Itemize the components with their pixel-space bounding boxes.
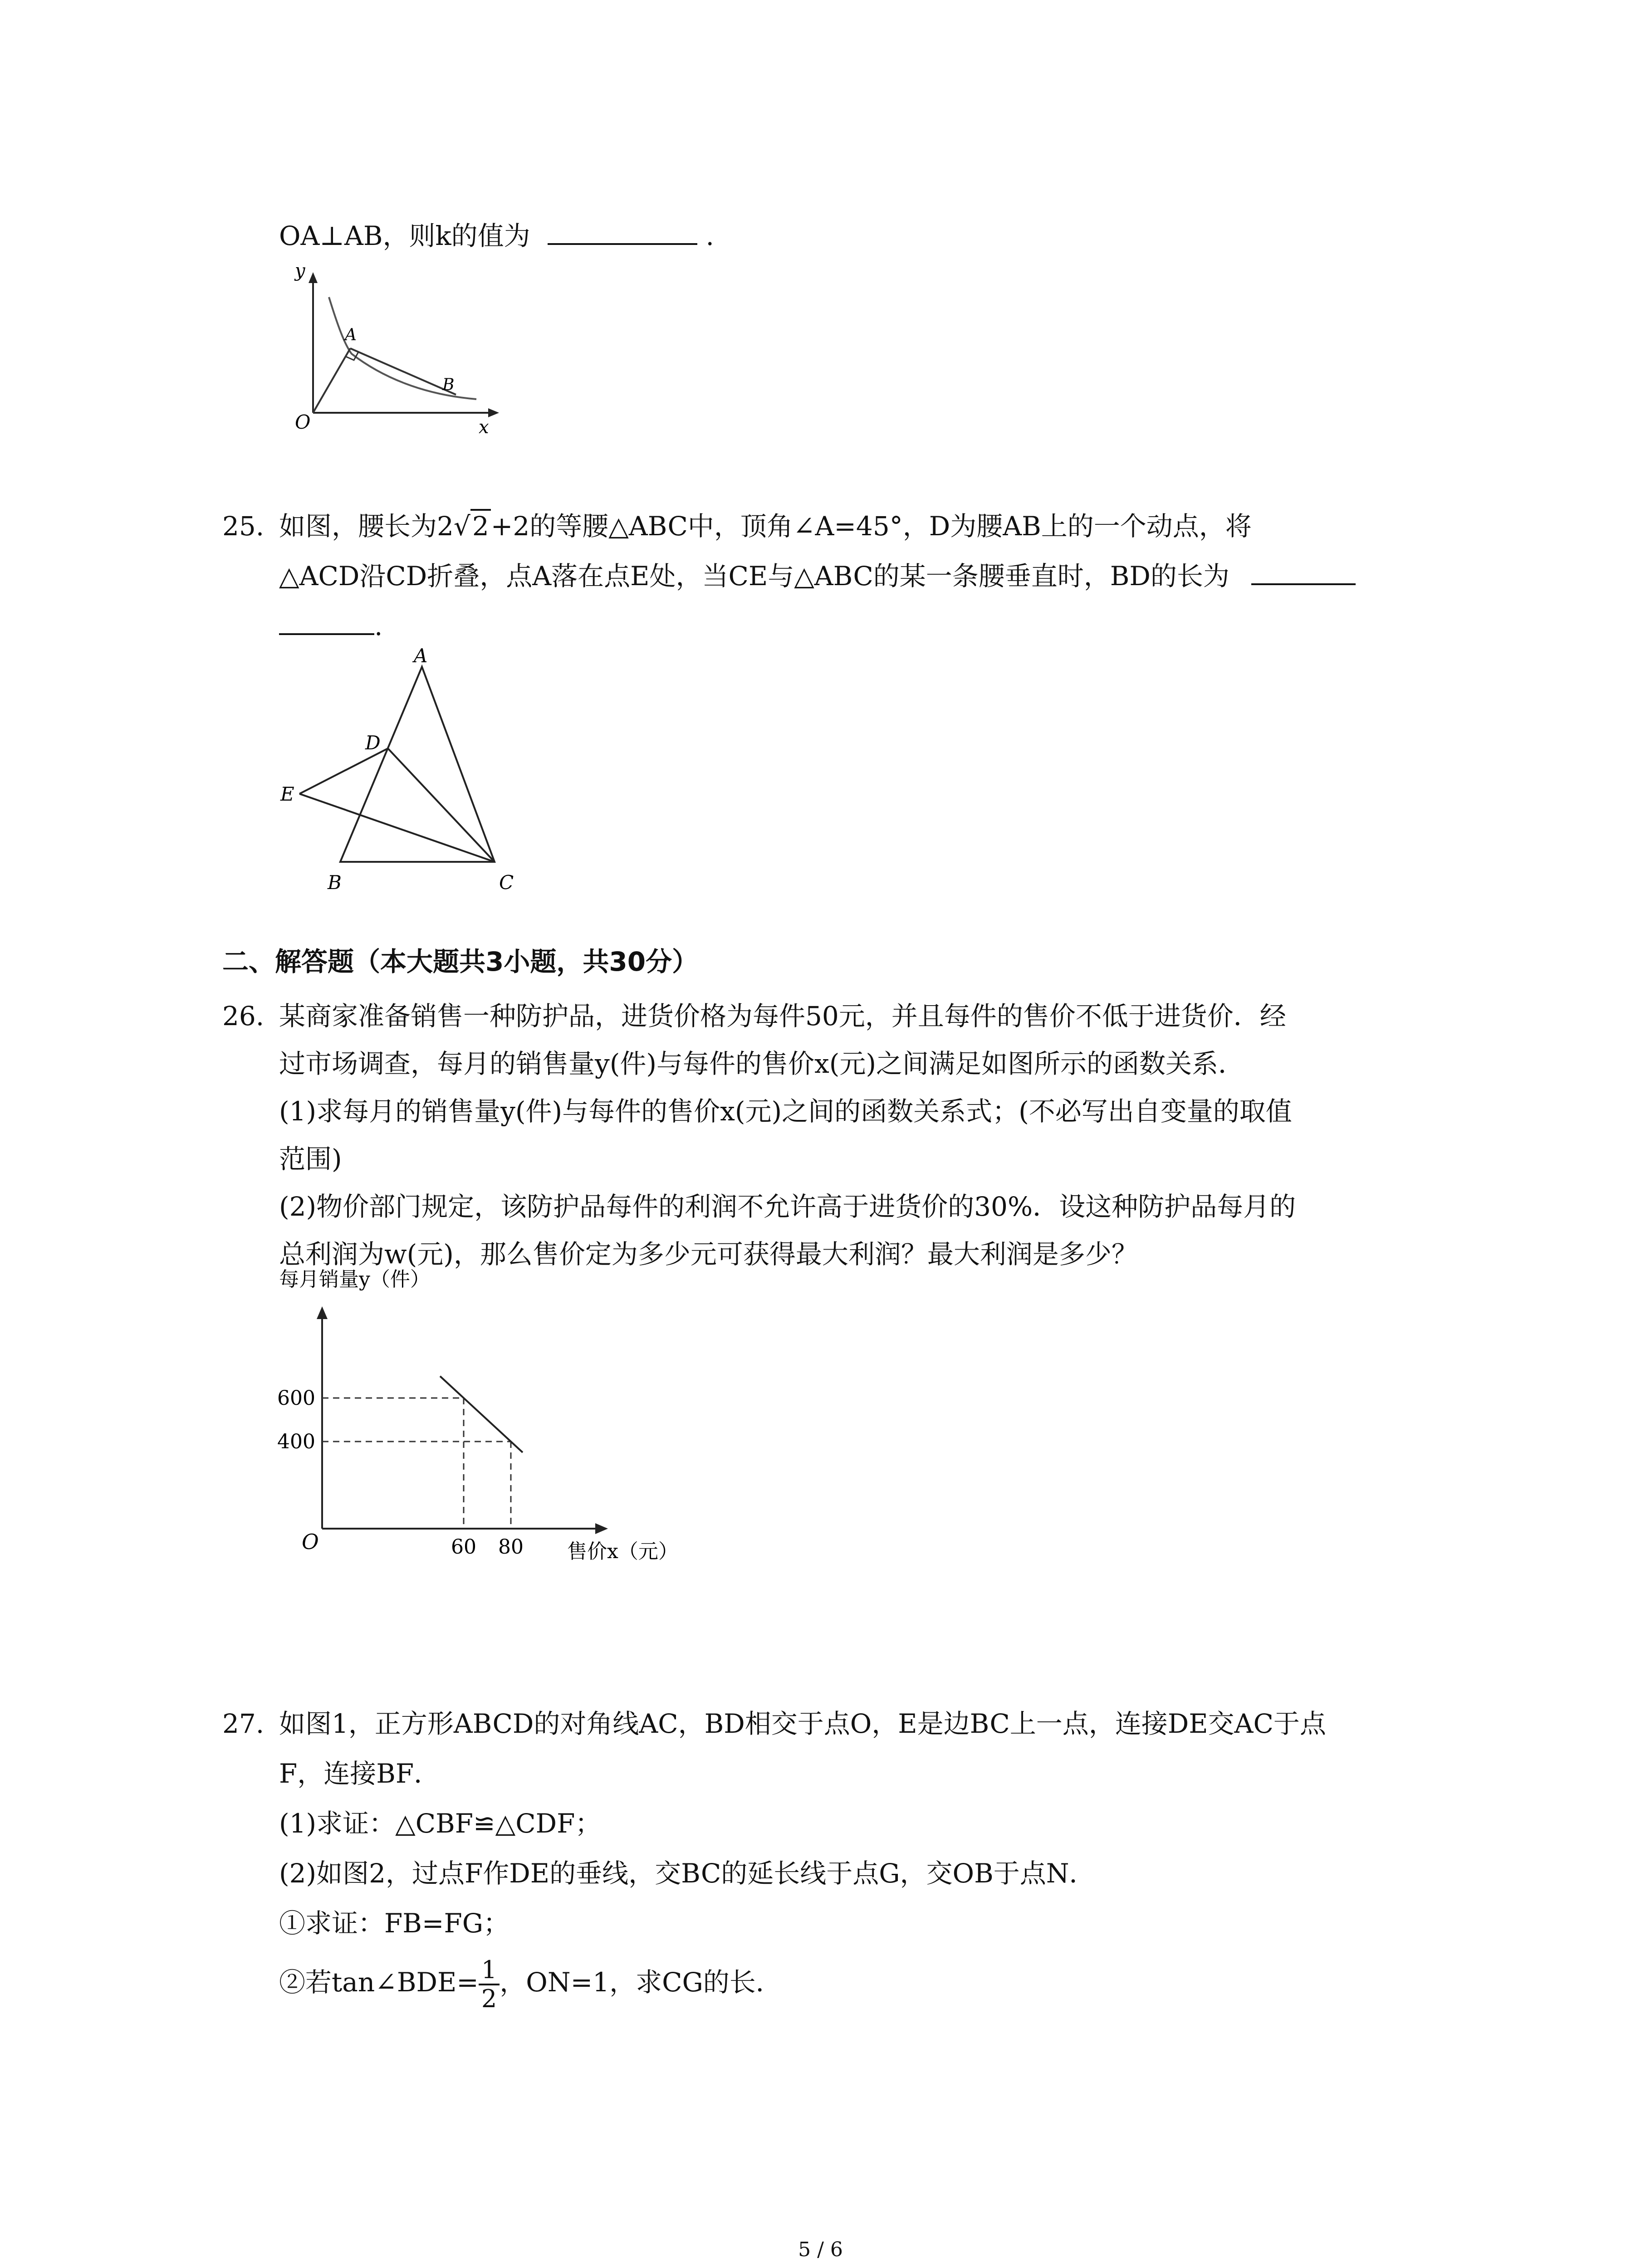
q25-line3 — [279, 603, 382, 649]
q27-line4: (2)如图2，过点F作DE的垂线，交BC的延长线于点G，交OB于点N． — [279, 1858, 1096, 1889]
q25-line2-text: △ACD沿CD折叠，点A落在点E处，当CE与△ABC的某一条腰垂直时，BD的长为 — [279, 561, 1230, 591]
chart-origin: O — [302, 1530, 319, 1554]
q27-frac-den: 2 — [481, 1984, 497, 2013]
q27-line2: F，连接BF． — [279, 1758, 441, 1789]
q25-d-label: D — [365, 732, 381, 754]
q27-line5: ①求证：FB=FG； — [279, 1908, 510, 1939]
q24-line — [279, 213, 714, 259]
chart-series-line — [440, 1376, 523, 1452]
q26-number: 26. — [222, 1001, 265, 1031]
q24-y-label: y — [295, 260, 305, 281]
chart-ylabel: 每月销量y（件） — [279, 1268, 430, 1291]
q25-line1-part2: +2的等腰△ABC中，顶角∠A=45°，D为腰AB上的一个动点，将 — [490, 511, 1252, 542]
q24-text: OA⊥AB，则k的值为 — [279, 220, 530, 251]
q26-chart — [272, 1261, 726, 1579]
q25-end: . — [374, 611, 383, 641]
q27-line3: (1)求证：△CBF≌△CDF； — [279, 1808, 602, 1839]
q24-figure — [277, 259, 513, 440]
section-title: 二、解答题（本大题共3小题，共30分） — [222, 946, 699, 977]
q24-a-label: A — [345, 326, 357, 344]
q25-line1-part1: 如图，腰长为2 — [279, 511, 454, 542]
q27-line6 — [279, 1950, 782, 2014]
q25-answer-blank-1[interactable] — [1251, 574, 1356, 585]
q24-b-label: B — [442, 376, 455, 394]
q25-answer-blank-2[interactable] — [279, 624, 374, 635]
q27-line1: 如图1，正方形ABCD的对角线AC，BD相交于点O，E是边BC上一点，连接DE交AC于点 — [279, 1708, 1326, 1739]
q25-figure — [272, 644, 544, 898]
q24-x-label: x — [479, 417, 489, 438]
q24-o-label: O — [295, 411, 311, 433]
q27-line6-part2: ，ON=1，求CG的长． — [500, 1967, 782, 1998]
q27-number: 27. — [222, 1708, 265, 1739]
q26-line3: (1)求每月的销售量y(件)与每件的售价x(元)之间的函数关系式；(不必写出自变量的取值 — [279, 1096, 1292, 1127]
chart-y-arrow — [317, 1306, 328, 1319]
chart-x-arrow — [595, 1523, 608, 1534]
chart-x-tick-80: 80 — [498, 1535, 524, 1559]
chart-xlabel: 售价x（元） — [567, 1540, 678, 1563]
sqrt-symbol: √ — [453, 511, 470, 542]
q25-sqrt-inner: 2 — [470, 509, 491, 542]
q26-line6: 总利润为w(元)，那么售价定为多少元可获得最大利润？最大利润是多少？ — [279, 1239, 1138, 1270]
q27-fraction — [479, 1956, 500, 2013]
chart-y-tick-400: 400 — [277, 1430, 315, 1453]
q26-line5: (2)物价部门规定，该防护品每件的利润不允许高于进货价的30%．设这种防护品每月的 — [279, 1191, 1296, 1222]
q27-frac-num: 1 — [479, 1956, 500, 1985]
chart-y-tick-600: 600 — [277, 1387, 315, 1410]
q25-line2 — [279, 553, 1356, 599]
q25-b-label: B — [328, 871, 342, 894]
q25-c-label: C — [499, 871, 514, 894]
q25-number: 25. — [222, 511, 265, 542]
q24-answer-blank[interactable] — [548, 234, 697, 245]
q26-line2: 过市场调查，每月的销售量y(件)与每件的售价x(元)之间满足如图所示的函数关系． — [279, 1048, 1244, 1079]
q25-e-label: E — [280, 783, 294, 805]
q26-line4: 范围) — [279, 1144, 342, 1174]
q24-end: . — [705, 220, 714, 251]
chart-x-tick-60: 60 — [451, 1535, 476, 1559]
q25-a-label: A — [414, 645, 428, 667]
page-number: 5 / 6 — [798, 2238, 843, 2261]
q26-line1: 某商家准备销售一种防护品，进货价格为每件50元，并且每件的售价不低于进货价．经 — [279, 1001, 1286, 1031]
q27-line6-part1: ②若tan∠BDE= — [279, 1967, 479, 1998]
q25-line1 — [279, 503, 1252, 549]
